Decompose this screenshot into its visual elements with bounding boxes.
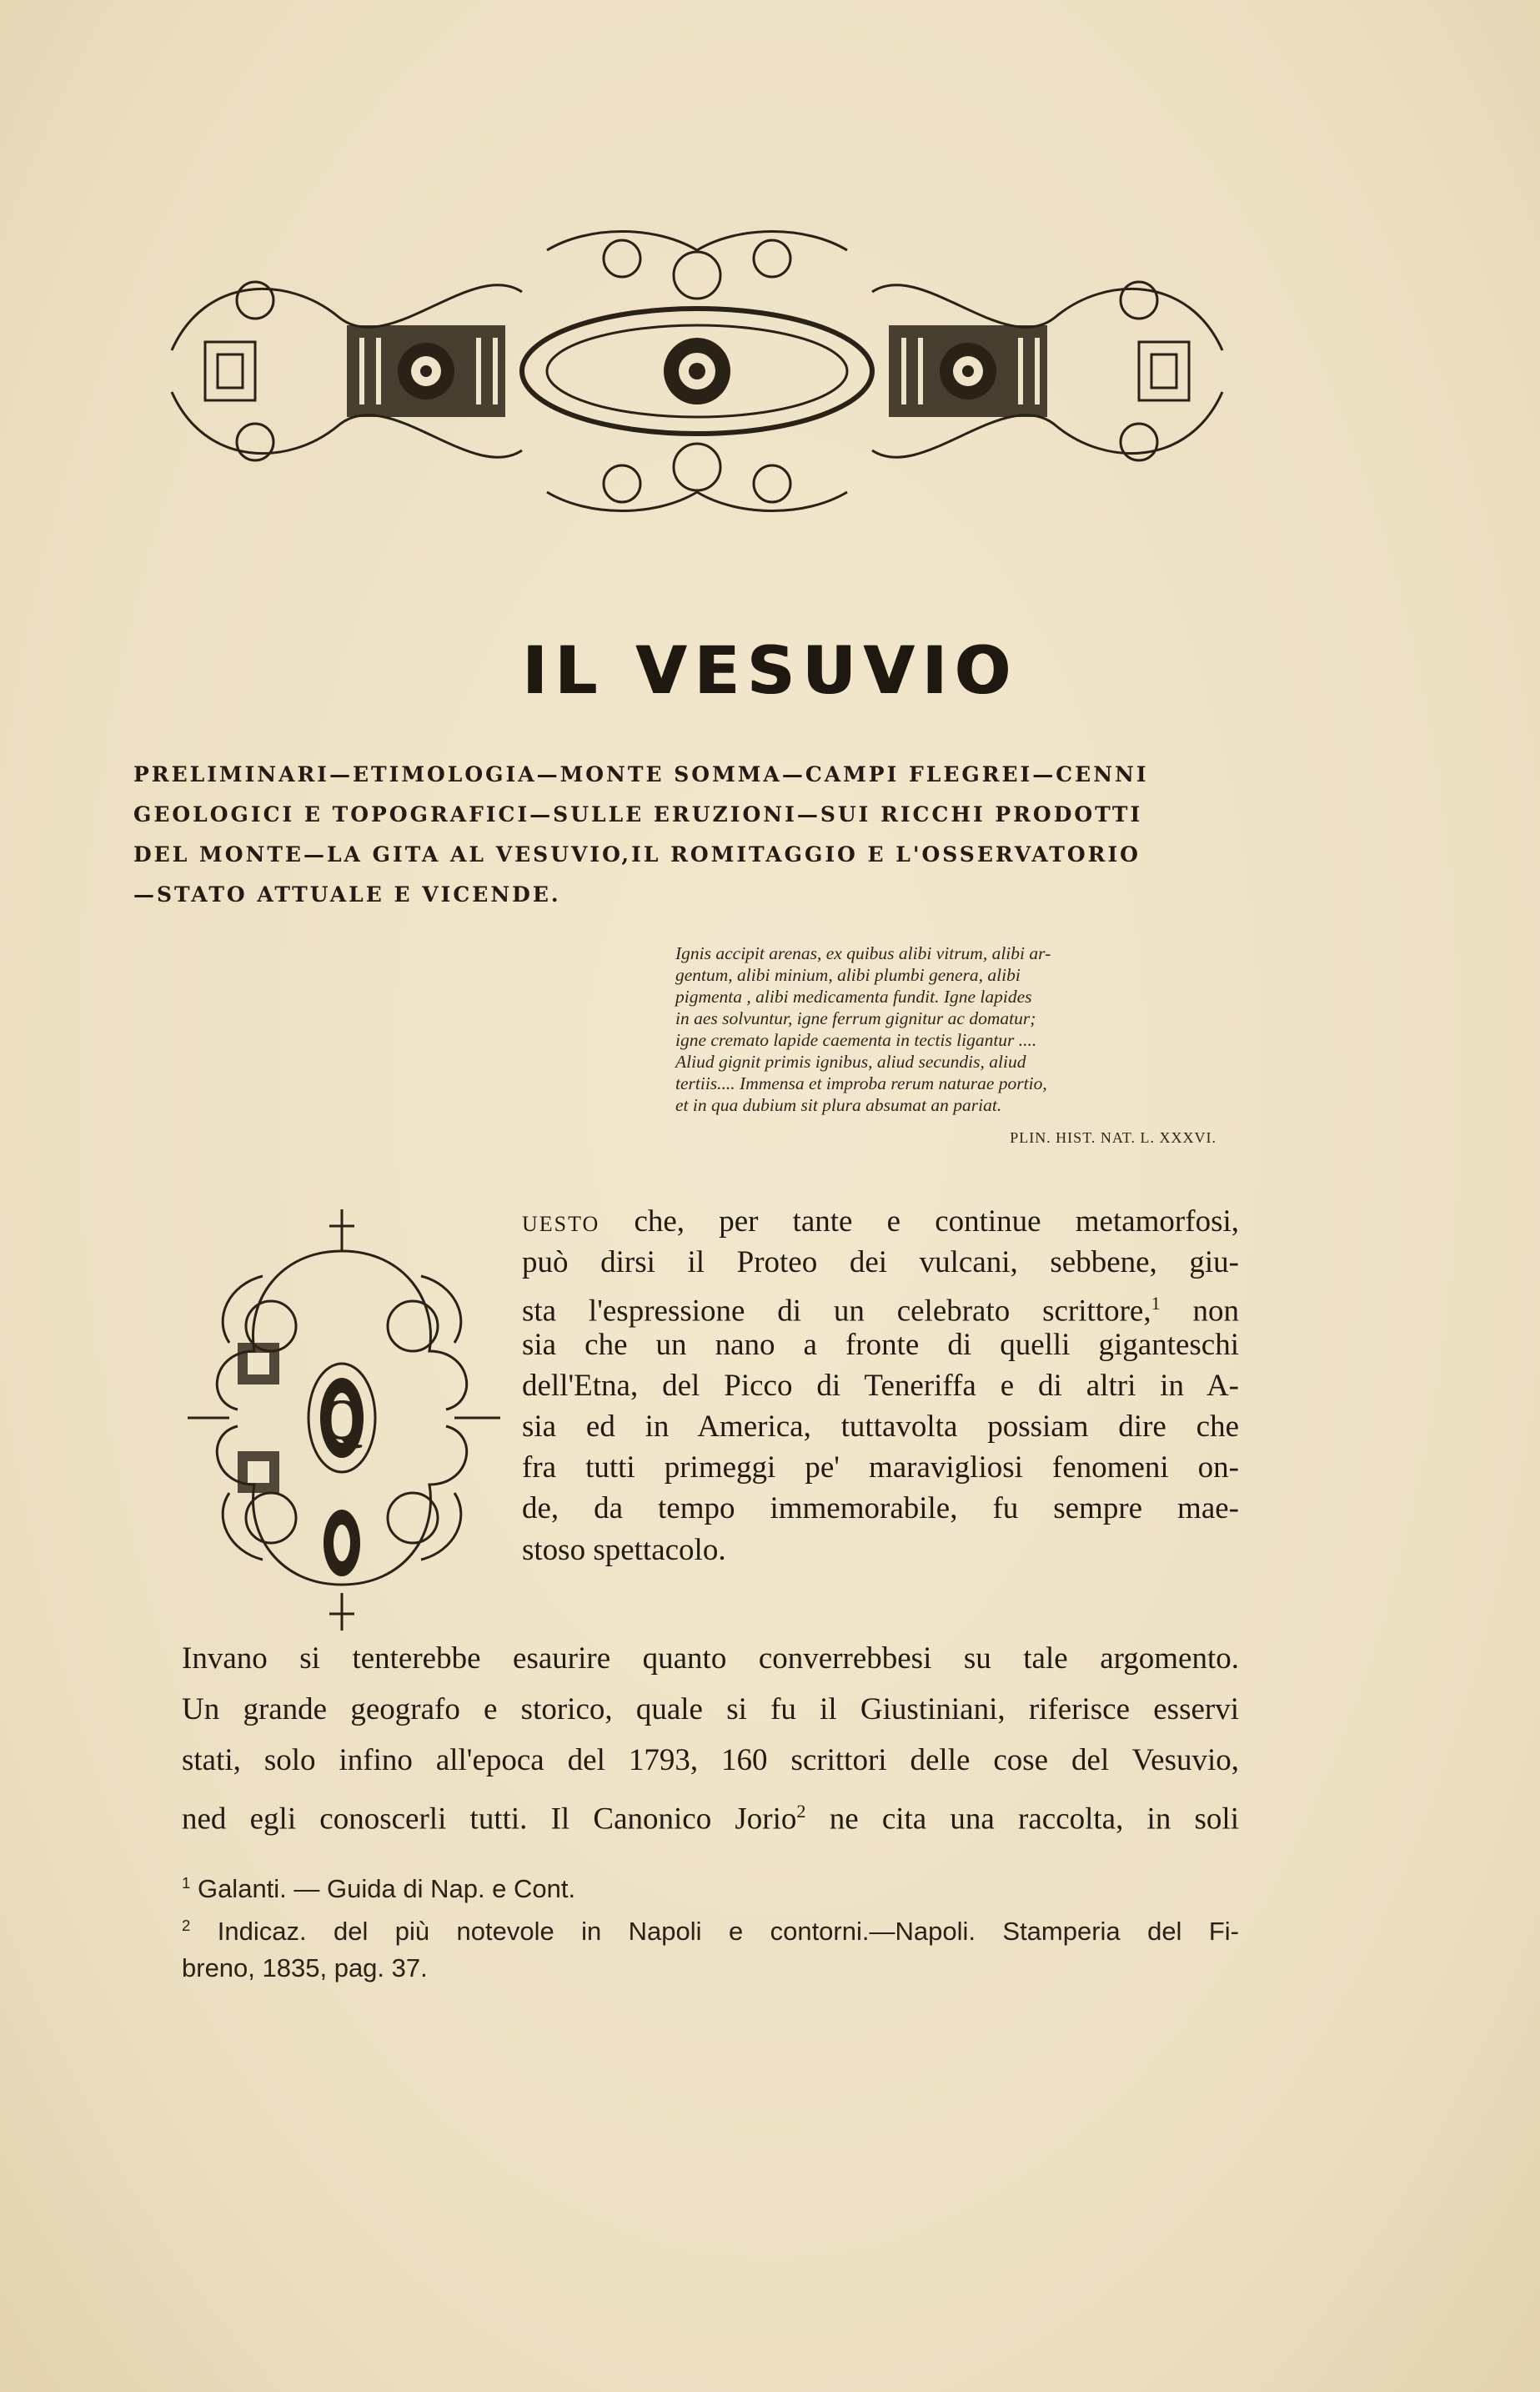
footnote-ref: 1 xyxy=(1151,1293,1161,1314)
text-line: può dirsi il Proteo dei vulcani, sebbene, giu- xyxy=(522,1245,1239,1280)
epigraph-line: Ignis accipit arenas, ex quibus alibi vitrum, alibi ar- xyxy=(675,943,1051,963)
footnote: $^2$ Indicaz. del più notevole in Napoli e contorni.—Napoli. Stamperia del Fi- xyxy=(182,1917,1239,1947)
footnote-ref: 2 xyxy=(796,1801,806,1822)
footnote: breno, 1835, pag. 37. xyxy=(182,1953,428,1983)
epigraph-line: in aes solvuntur, igne ferrum gignitur ac domatur; xyxy=(675,1008,1036,1028)
summary-line: GEOLOGICI E TOPOGRAFICI—SULLE ERUZIONI—SUI RICCHI PRODOTTI xyxy=(133,802,1143,827)
text-line: Invano si tenterebbe esaurire quanto converrebbesi su tale argomento. xyxy=(182,1641,1239,1676)
latin-epigraph xyxy=(675,942,1217,1116)
lead-word: uesto xyxy=(522,1204,600,1239)
epigraph-line: pigmenta , alibi medicamenta fundit. Igne lapides xyxy=(675,987,1032,1007)
summary-line: PRELIMINARI—ETIMOLOGIA—MONTE SOMMA—CAMPI FLEGREI—CENNI xyxy=(133,762,1149,786)
drop-cap-letter: Q xyxy=(319,1388,365,1452)
text-line: stoso spettacolo. xyxy=(522,1532,726,1567)
footnote-number: 2 xyxy=(182,1917,191,1935)
text-line: ned egli conoscerli tutti. Il Canonico Jorio$^2$ ne cita una raccolta, in soli xyxy=(182,1801,1239,1837)
chapter-title: IL VESUVIO xyxy=(522,634,1018,709)
epigraph-attribution: PLIN. HIST. NAT. L. XXXVI. xyxy=(1010,1129,1216,1146)
epigraph-line: Aliud gignit primis ignibus, aliud secundis, aliud xyxy=(675,1052,1026,1072)
text-line: sia ed in America, tuttavolta possiam dire che xyxy=(522,1409,1239,1444)
text-line: fra tutti primeggi pe' maravigliosi fenomeni on- xyxy=(522,1450,1239,1485)
footnotes xyxy=(182,1865,1239,1987)
summary-line: —STATO ATTUALE E VICENDE. xyxy=(133,882,561,907)
epigraph-line: et in qua dubium sit plura absumat an pariat. xyxy=(675,1095,1002,1115)
epigraph-line: igne cremato lapide caementa in tectis ligantur .... xyxy=(675,1030,1037,1050)
text-line: Un grande geografo e storico, quale si fu il Giustiniani, riferisce esservi xyxy=(182,1692,1239,1726)
ornamental-headpiece xyxy=(155,225,1239,517)
text-line: sta l'espressione di un celebrato scrittore,$^1$ non xyxy=(522,1293,1239,1329)
footnote: $^1$ Galanti. — Guida di Nap. e Cont. xyxy=(182,1874,576,1904)
text-line: sia che un nano a fronte di quelli giganteschi xyxy=(522,1327,1239,1362)
summary-line: DEL MONTE—LA GITA AL VESUVIO,IL ROMITAGGIO E L'OSSERVATORIO xyxy=(133,842,1141,867)
chapter-summary xyxy=(133,755,1244,915)
epigraph-line: tertiis.... Immensa et improba rerum naturae portio, xyxy=(675,1073,1047,1093)
second-paragraph xyxy=(182,1633,1239,1837)
text-line: stati, solo infino all'epoca del 1793, 160 scrittori delle cose del Vesuvio, xyxy=(182,1743,1239,1777)
text-line: de, da tempo immemorabile, fu sempre mae- xyxy=(522,1491,1239,1526)
drop-cap-q xyxy=(179,1201,504,1635)
text-line: uesto che, per tante e continue metamorfosi, xyxy=(522,1204,1239,1239)
text-line: dell'Etna, del Picco di Teneriffa e di altri in A- xyxy=(522,1368,1239,1403)
opening-paragraph xyxy=(522,1201,1239,1570)
footnote-number: 1 xyxy=(182,1874,191,1892)
epigraph-line: gentum, alibi minium, alibi plumbi genera, alibi xyxy=(675,965,1021,985)
